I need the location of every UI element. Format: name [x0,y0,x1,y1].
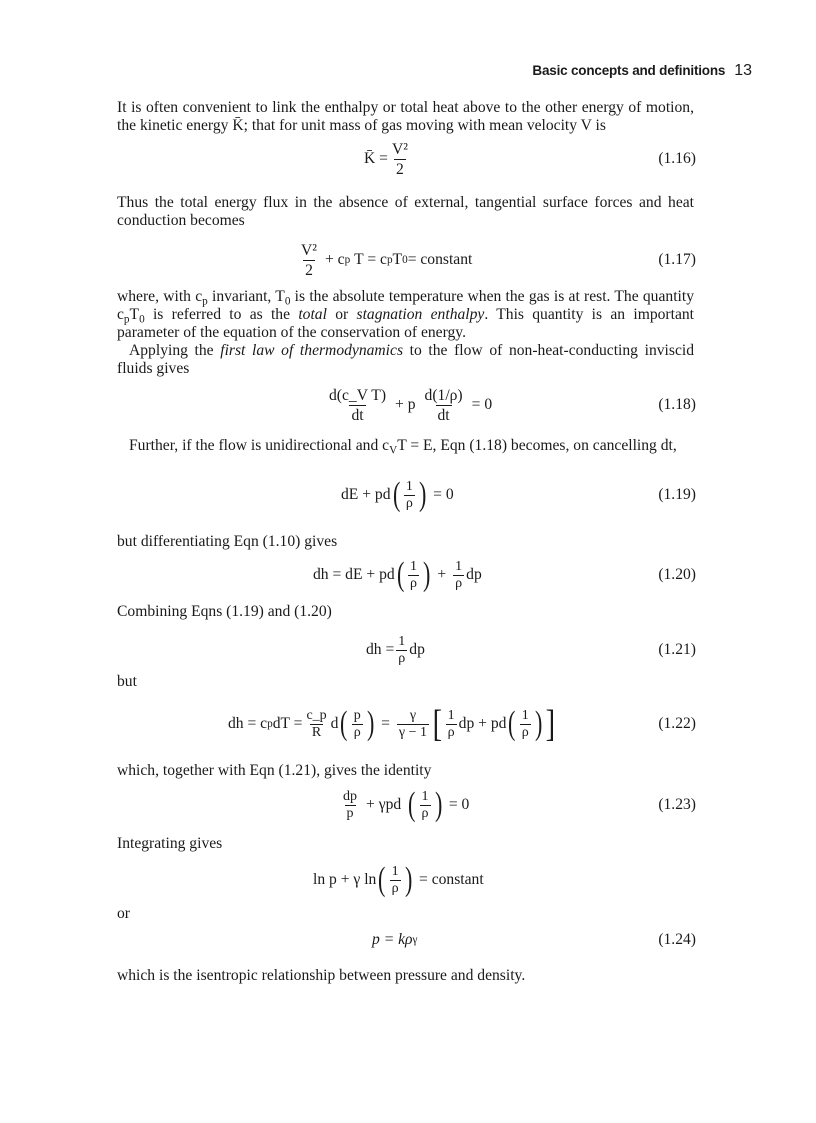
frac-numerator: dp [343,788,357,804]
eq-term: T [392,251,403,268]
equation-integrated: ln p + γ ln ( $\frac{1}{\rho}$ ) = constant [313,861,484,898]
eq-lhs: dh = c [228,715,268,732]
eq-operator: + p [395,396,416,413]
eq-lhs: K̄ = [364,150,388,167]
frac-denominator: ρ [521,724,529,740]
frac-numerator: d(1/ρ) [424,386,463,404]
frac-numerator: V² [391,140,408,158]
frac-denominator: 2 [396,160,404,178]
paragraph-differentiating: but differentiating Eqn (1.10) gives [117,533,338,550]
text-subscript: p [123,313,130,326]
running-header [532,62,752,80]
equation-number: (1.16) [658,150,696,167]
eq-operator: + [437,566,447,583]
equation-number: (1.18) [658,396,696,413]
equation-1-23: $\frac{dp}{p}$ + γpd ( $\frac{1}{\rho}$ ) = 0 (1.23) [0,775,816,835]
frac-numerator: 1 [447,707,455,723]
text-emphasis: stagnation enthalpy [356,306,485,323]
frac-denominator: ρ [447,724,455,740]
text-run: . This quantity is an important parameter of the equation of the conservation of energy. [117,306,694,341]
frac-numerator: 1 [398,633,406,649]
frac-denominator: p [346,805,354,821]
equation-1-22: dh = c p dT = $\frac{c\_p}{R}$ d ( $\frac{p}{\rho}$ ) = $\frac{\gamma}{\gamma - 1}$ [ $\frac{1}{\rho}$ dp + pd ( $\frac{1}{\rho}$ ) ] (1.22) [0,694,816,754]
frac-denominator: 2 [305,261,313,279]
eq-rhs: = 0 [448,796,470,813]
paragraph-energy-flux: Thus the total energy flux in the absence of external, tangential surface forces and heat conduction becomes [117,194,694,229]
frac-numerator: 1 [391,863,399,879]
frac-denominator: dt [437,406,450,424]
text-subscript: p [202,295,208,308]
equation-number: (1.21) [658,641,696,658]
frac-denominator: R [311,724,322,740]
text-run: invariant, T [207,288,285,305]
paragraph-combining: Combining Eqns (1.19) and (1.20) [117,603,332,620]
frac-denominator: ρ [421,805,429,821]
text-subscript: 0 [284,295,291,308]
equation-number: (1.22) [658,715,696,732]
equation-number: (1.20) [658,566,696,583]
text-run: T = E, Eqn (1.18) becomes, on cancelling dt, [397,437,677,454]
paragraph-integrating: Integrating gives [117,835,223,852]
eq-term: + c [324,251,345,268]
eq-term: dp [409,641,425,658]
equation-1-20: dh = dE + pd ( $\frac{1}{\rho}$ ) + $\frac{1}{\rho}$ dp (1.20) [0,545,816,605]
equation-1-18 [0,375,816,435]
frac-denominator: ρ [410,575,418,591]
eq-expression: p = kρ [372,931,413,948]
equation-1-24: p = kρ γ (1.24) [0,910,816,970]
frac-numerator: 1 [521,707,529,723]
frac-denominator: dt [351,406,364,424]
frac-numerator: c_p [306,707,327,723]
frac-numerator: 1 [455,558,463,574]
paragraph-or: or [117,905,130,922]
paragraph-first-law [117,342,694,378]
frac-denominator: γ − 1 [398,724,428,740]
frac-denominator: ρ [455,575,463,591]
text-emphasis: first law of thermodynamics [220,342,404,359]
eq-term: d [330,715,339,732]
text-run: T [129,306,140,323]
equation-number: (1.19) [658,486,696,503]
page-number: 13 [734,62,752,79]
eq-term: = constant [407,251,473,268]
equation-1-17: $\frac{\text{V²}}{2}$ + c p T = c p T 0 = constant (1.17) [0,230,816,290]
frac-denominator: ρ [398,650,406,666]
equation-number: (1.23) [658,796,696,813]
chapter-title: Basic concepts and definitions [532,63,726,78]
text-run: or [326,306,357,323]
frac-numerator: d(c_V T) [329,386,387,404]
eq-term: T = c [354,251,387,268]
paragraph-unidirectional [117,437,694,455]
equation-number: (1.17) [658,251,696,268]
paragraph-stagnation-enthalpy [117,288,694,342]
text-run: is the absolute temperature when the gas is at rest. The quantity c [117,288,694,323]
frac-denominator: ρ [405,495,413,511]
eq-lhs: dh = [366,641,395,658]
eq-rhs: = 0 [433,486,454,503]
eq-operator: = [381,715,390,732]
paragraph-identity: which, together with Eqn (1.21), gives the identity [117,762,432,779]
frac-denominator: ρ [391,880,399,896]
text-run: to the flow of non-heat-conducting inviscid fluids gives [117,342,694,377]
paragraph-kinetic-energy: It is often convenient to link the enthalpy or total heat above to the other energy of motion, the kinetic energy K̄; that for unit mass of gas moving with mean velocity V is [117,99,694,134]
equation-number: (1.24) [658,931,696,948]
eq-term: dp + pd [458,715,507,732]
frac-numerator: γ [409,707,417,723]
text-run: is referred to as the [144,306,299,323]
frac-numerator: 1 [421,788,429,804]
text-emphasis: total [298,306,327,323]
text-run: where, with c [117,288,203,305]
eq-lhs: dh = dE + pd [313,566,395,583]
frac-numerator: V² [301,241,317,259]
frac-numerator: 1 [410,558,418,574]
text-subscript: 0 [139,313,145,326]
frac-numerator: 1 [405,478,413,494]
paragraph-but: but [117,673,137,690]
equation-1-21 [0,620,816,680]
paragraph-isentropic: which is the isentropic relationship between pressure and density. [117,967,526,984]
eq-lhs: dE + pd [341,486,391,503]
eq-operator: + γpd [366,796,402,813]
frac-numerator: p [353,707,361,723]
eq-term: dT = [272,715,303,732]
eq-lhs: ln p + γ ln [313,871,377,888]
text-subscript: V [389,444,398,457]
frac-denominator: ρ [353,724,361,740]
eq-rhs: = constant [419,871,484,888]
eq-rhs: = 0 [471,396,493,413]
equation-1-16 [0,129,816,189]
equation-1-19: dE + pd ( $\frac{1}{\rho}$ ) = 0 (1.19) [0,465,816,525]
text-run: Applying the [129,342,221,359]
text-run: Further, if the flow is unidirectional and c [129,437,390,454]
eq-term: dp [466,566,482,583]
